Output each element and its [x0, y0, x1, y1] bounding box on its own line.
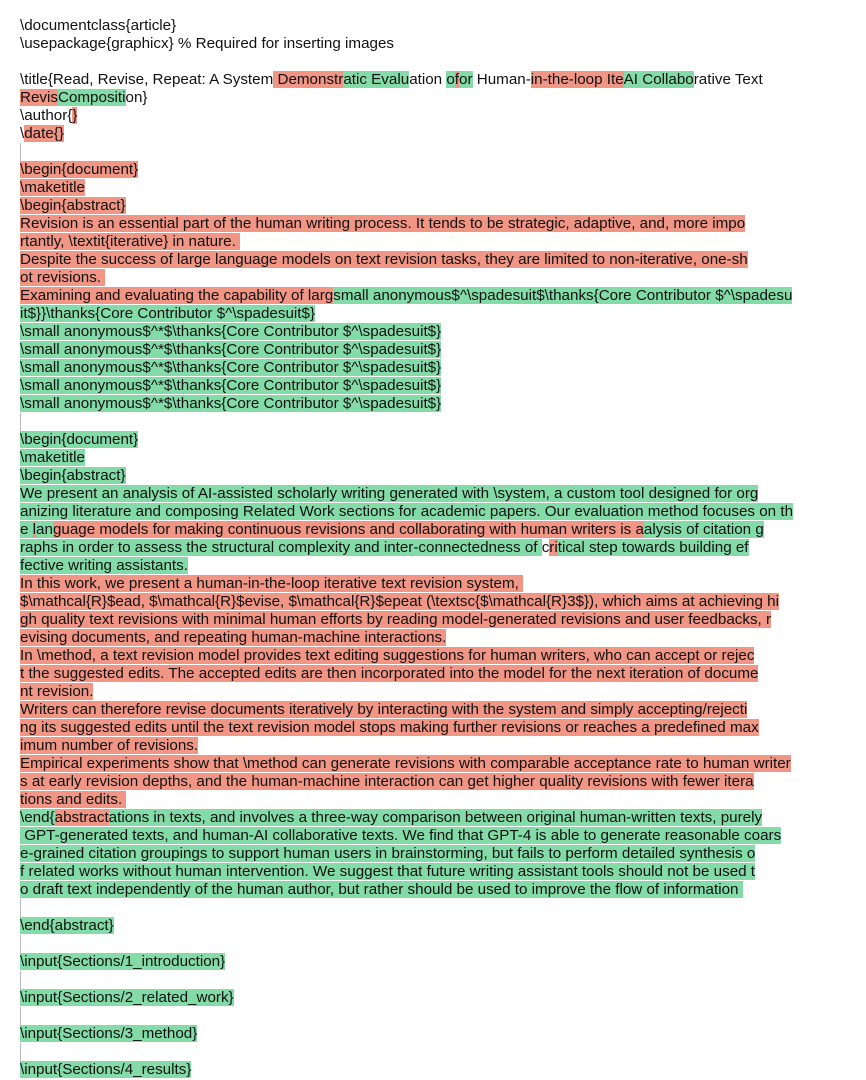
diff-line — [20, 575, 860, 593]
diff-line — [20, 107, 860, 125]
diff-line — [20, 917, 860, 935]
diff-line — [20, 1025, 860, 1043]
diff-line — [20, 449, 860, 467]
deleted-text-abs-2: rtantly, \textit{iterative} in nature. — [20, 233, 241, 250]
deleted-text-p1-3d: guage models for making continuous revisions and collaborating with human writers is a — [52, 521, 644, 538]
diff-line — [20, 701, 860, 719]
deleted-text-title-b: Demonstr — [273, 71, 344, 88]
inserted-text-begin-doc-2: \begin{document} — [20, 431, 139, 448]
diff-line — [20, 629, 860, 647]
diff-line — [20, 89, 860, 107]
inserted-text-p6-1a: \end{ — [20, 809, 55, 826]
deleted-text-p6-1b: abstract — [54, 809, 109, 826]
diff-line — [20, 1061, 860, 1079]
inserted-text-p6-5: o draft text independently of the human author, but rather should be used to improve the flow of information — [20, 881, 743, 898]
diff-line — [20, 233, 860, 251]
deleted-text-abs-1: Revision is an essential part of the human writing process. It tends to be strategic, adaptive, and, more impo — [20, 215, 746, 232]
diff-line — [20, 53, 860, 71]
deleted-text-begin-doc: \begin{document} — [20, 161, 139, 178]
inserted-text-title-g: or — [459, 71, 473, 88]
diff-line — [20, 683, 860, 701]
unchanged-text-usepackage: \usepackage{graphicx} % Required for inserting images — [20, 35, 394, 52]
unchanged-text-title-d: ation — [409, 71, 447, 88]
inserted-text-p1-3c: an — [36, 521, 53, 538]
diff-line — [20, 395, 860, 413]
deleted-text-title2-a: Revis — [20, 89, 58, 106]
diff-line — [20, 557, 860, 575]
inserted-text-input-2: \input{Sections/2_related_work} — [20, 989, 234, 1006]
diff-line — [20, 359, 860, 377]
inserted-text-anon-2: \small anonymous$^*$\thanks{Core Contributor $^\spadesuit$} — [20, 341, 442, 358]
inserted-text-abs-5b: small anonymous$^\spadesuit$\thanks{Core Contributor $^\spadesu — [333, 287, 793, 304]
diff-line — [20, 611, 860, 629]
inserted-text-p1-4a: raphs in order to assess the structural complexity and inter-connectedness of — [20, 539, 542, 556]
inserted-text-p1-5: fective writing assistants. — [20, 557, 188, 574]
diff-line — [20, 899, 860, 917]
deleted-text-p3-1: In \method, a text revision model provides text editing suggestions for human writers, who can accept or rejec — [20, 647, 755, 664]
inserted-text-end-abs: \end{abstract} — [20, 917, 114, 934]
diff-line — [20, 737, 860, 755]
inserted-text-title2-b: Compositi — [57, 89, 126, 106]
deleted-text-p2-1: In this work, we present a human-in-the-loop iterative text revision system, — [20, 575, 524, 592]
inserted-text-p6-2: GPT-generated texts, and human-AI collaborative texts. We find that GPT-4 is able to generate reasonable coars — [20, 827, 782, 844]
unchanged-text-title-k: rative Text — [693, 71, 763, 88]
deleted-text-title-i: in-the-loop Ite — [530, 71, 624, 88]
unchanged-text-documentclass: \documentclass{article} — [20, 17, 177, 34]
diff-line — [20, 809, 860, 827]
deleted-text-p2-2: $\mathcal{R}$ead, $\mathcal{R}$evise, $\mathcal{R}$epeat (\textsc{$\mathcal{R}3$}), which aims at achieving hi — [20, 593, 779, 610]
diff-line — [20, 35, 860, 53]
deleted-text-abs-5a: Examining and evaluating the capability of larg — [20, 287, 334, 304]
unchanged-text-date-a: \ — [20, 125, 25, 142]
diff-line — [20, 323, 860, 341]
inserted-text-p1-1: We present an analysis of AI-assisted scholarly writing generated with \system, a custom tool designed for org — [20, 485, 759, 502]
diff-line — [20, 665, 860, 683]
diff-line — [20, 179, 860, 197]
diff-line — [20, 485, 860, 503]
inserted-text-p1-3a: e — [20, 521, 33, 538]
inserted-text-p1-3e: alysis of citation g — [643, 521, 764, 538]
diff-line — [20, 377, 860, 395]
diff-line — [20, 1043, 860, 1061]
diff-line — [20, 755, 860, 773]
diff-line — [20, 215, 860, 233]
inserted-text-p6-3: e-grained citation groupings to support human users in brainstorming, but fails to perform detailed synthesis o — [20, 845, 756, 862]
diff-line — [20, 143, 860, 161]
diff-line — [20, 341, 860, 359]
diff-line — [20, 251, 860, 269]
inserted-text-anon-1: \small anonymous$^*$\thanks{Core Contributor $^\spadesuit$} — [20, 323, 442, 340]
deleted-text-p5-3: tions and edits. — [20, 791, 127, 808]
diff-line — [20, 287, 860, 305]
diff-line — [20, 989, 860, 1007]
unchanged-text-title-h: Human- — [472, 71, 531, 88]
deleted-text-author-b: } — [72, 107, 78, 124]
text-caret — [20, 935, 21, 953]
deleted-text-p5-1: Empirical experiments show that \method can generate revisions with comparable acceptance rate to human writer — [20, 755, 791, 772]
deleted-text-abs-3: Despite the success of large language models on text revision tasks, they are limited to non-iterative, one-sh — [20, 251, 748, 268]
inserted-text-title-e: o — [446, 71, 455, 88]
inserted-text-input-3: \input{Sections/3_method} — [20, 1025, 198, 1042]
diff-line — [20, 413, 860, 431]
diff-line — [20, 773, 860, 791]
diff-line — [20, 719, 860, 737]
inserted-text-p6-1c: ations in texts, and involves a three-way comparison between original human-written texts, purely — [108, 809, 763, 826]
inserted-text-p1-4d: tical step towards building ef — [557, 539, 749, 556]
diff-line — [20, 1007, 860, 1025]
diff-line — [20, 953, 860, 971]
deleted-text-p4-3: imum number of revisions. — [20, 737, 199, 754]
deleted-text-p1-3b: l — [32, 521, 37, 538]
diff-line — [20, 863, 860, 881]
inserted-text-anon-4: \small anonymous$^*$\thanks{Core Contributor $^\spadesuit$} — [20, 377, 442, 394]
inserted-text-anon-3: \small anonymous$^*$\thanks{Core Contributor $^\spadesuit$} — [20, 359, 442, 376]
deleted-text-maketitle: \maketitle — [20, 179, 85, 196]
diff-line — [20, 17, 860, 35]
inserted-text-input-4: \input{Sections/4_results} — [20, 1061, 192, 1078]
diff-line — [20, 503, 860, 521]
inserted-text-begin-abs-2: \begin{abstract} — [20, 467, 126, 484]
diff-line — [20, 647, 860, 665]
diff-line — [20, 593, 860, 611]
unchanged-text-author-a: \author{ — [20, 107, 73, 124]
text-caret — [20, 413, 21, 431]
deleted-text-p4-2: ng its suggested edits until the text revision model stops making further revisions or reaches a predefined max — [20, 719, 759, 736]
inserted-text-p6-4: f related works without human intervention. We suggest that future writing assistant tools should not be used t — [20, 863, 756, 880]
diff-line — [20, 161, 860, 179]
unchanged-text-title2-c: on} — [125, 89, 148, 106]
diff-line — [20, 971, 860, 989]
deleted-text-date-b: date{} — [24, 125, 64, 142]
diff-line — [20, 197, 860, 215]
deleted-text-p4-1: Writers can therefore revise documents iteratively by interacting with the system and simply accepting/rejecti — [20, 701, 748, 718]
diff-line — [20, 521, 860, 539]
text-caret — [20, 899, 21, 917]
inserted-text-title-j: AI Collabo — [623, 71, 694, 88]
diff-line — [20, 467, 860, 485]
deleted-text-title-f: f — [454, 71, 460, 88]
diff-line — [20, 881, 860, 899]
inserted-text-input-1: \input{Sections/1_introduction} — [20, 953, 226, 970]
deleted-text-p2-4: evising documents, and repeating human-machine interactions. — [20, 629, 447, 646]
diff-line — [20, 71, 860, 89]
text-caret — [20, 1007, 21, 1025]
inserted-text-title-c: atic Evalu — [343, 71, 410, 88]
inserted-text-maketitle-2: \maketitle — [20, 449, 85, 466]
diff-line — [20, 935, 860, 953]
diff-line — [20, 305, 860, 323]
diff-line — [20, 845, 860, 863]
diff-line — [20, 539, 860, 557]
deleted-text-p3-2: t the suggested edits. The accepted edits are then incorporated into the model for the next iteration of docume — [20, 665, 759, 682]
inserted-text-anon-5: \small anonymous$^*$\thanks{Core Contributor $^\spadesuit$} — [20, 395, 442, 412]
deleted-text-begin-abs: \begin{abstract} — [20, 197, 126, 214]
deleted-text-p1-4c: ri — [549, 539, 558, 556]
text-caret — [20, 971, 21, 989]
deleted-text-p2-3: gh quality text revisions with minimal human efforts by reading model-generated revisions and user feedbacks, r — [20, 611, 772, 628]
text-caret — [20, 143, 21, 161]
diff-line — [20, 827, 860, 845]
inserted-text-abs-6: it$}}\thanks{Core Contributor $^\spadesuit$} — [20, 305, 316, 322]
unchanged-text-title-a: \title{Read, Revise, Repeat: A System — [20, 71, 274, 88]
diff-line — [20, 269, 860, 287]
inserted-text-p1-2: anizing literature and composing Related Work sections for academic papers. Our evaluation method focuses on th — [20, 503, 794, 520]
diff-line — [20, 791, 860, 809]
text-caret — [20, 1043, 21, 1061]
unchanged-text-p1-4b: c — [541, 539, 550, 556]
deleted-text-abs-4: ot revisions. — [20, 269, 106, 286]
diff-line — [20, 125, 860, 143]
diff-line — [20, 431, 860, 449]
diff-document — [20, 17, 860, 1079]
deleted-text-p3-3: nt revision. — [20, 683, 94, 700]
deleted-text-p5-2: s at early revision depths, and the human-machine interaction can get higher quality revisions with fewer itera — [20, 773, 754, 790]
